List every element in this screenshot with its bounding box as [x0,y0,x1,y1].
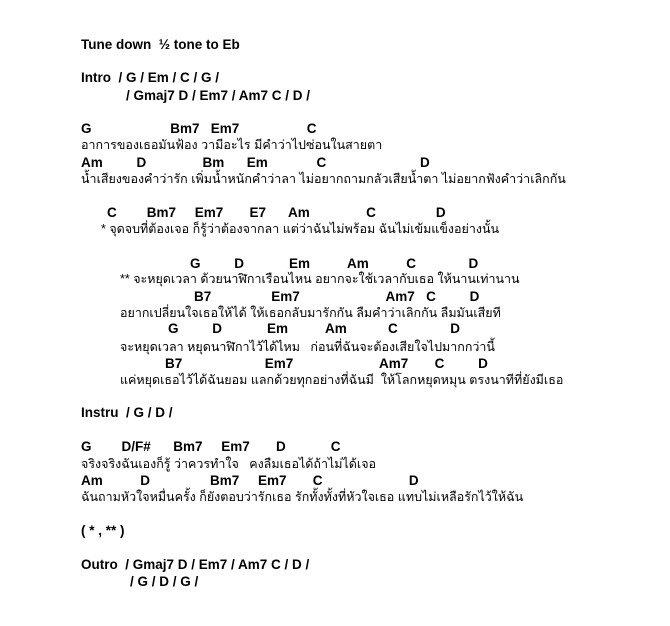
intro-line-2: / Gmaj7 D / Em7 / Am7 C / D / [126,88,311,103]
verse2-chords-2: Am D Bm7 Em7 C D [81,473,419,488]
chorus-chords-3: G D Em Am C D [168,321,461,336]
outro-line-2: / G / D / G / [130,574,199,589]
chorus-lyric-2: อยากเปลี่ยนใจเธอให้ได้ ให้เธอกลับมารักกัน ลืมคำว่าเลิกกัน ลืมมันเสียที [120,306,501,320]
verse1-lyric-1: อาการของเธอมันฟ้อง วามีอะไร มีคำว่าไปซ่อนในสายตา [81,138,383,152]
chorus-chords-4: B7 Em7 Am7 C D [165,356,488,371]
verse1-chords-2: Am D Bm Em C D [81,155,430,170]
verse2-lyric-2: ฉันถามหัวใจหมื่นครั้ง ก็ยังตอบว่ารักเธอ รักทั้งทั้งที่หัวใจเธอ แทบไม่เหลือรักไว้ให้ฉัน [81,490,524,504]
verse1-lyric-2: น้ำเสียงของคำว่ารัก เพิ่มน้ำหนักคำว่าลา ไม่อยากถามกลัวเสียน้ำตา ไม่อยากฟังคำว่าเลิกกัน [81,172,566,186]
intro-line-1: Intro / G / Em / C / G / [81,70,220,85]
outro-line-1: Outro / Gmaj7 D / Em7 / Am7 C / D / [81,557,310,572]
chorus-lyric-1: ** จะหยุดเวลา ด้วยนาฬิกาเรือนไหน อยากจะใช้เวลากับเธอ ให้นานเท่านาน [120,272,520,286]
prechorus-lyric: * จุดจบที่ต้องเจอ ก็รู้ว่าต้องจากลา แต่ว่าฉันไม่พร้อม ฉันไม่เข้มแข็งอย่างนั้น [101,222,500,236]
chorus-lyric-4: แค่หยุดเธอไว้ได้ฉันยอม แลกด้วยทุกอย่างที่ฉันมี ให้โลกหยุดหมุน ตรงนาทีที่ยังมีเธอ [120,373,564,387]
instrumental-line: Instru / G / D / [81,405,173,420]
chorus-chords-2: B7 Em7 Am7 C D [194,289,480,304]
tuning-note: Tune down ½ tone to Eb [81,37,240,52]
chorus-lyric-3: จะหยุดเวลา หยุดนาฬิกาไว้ได้ไหม ก่อนที่ฉันจะต้องเสียใจไปมากกว่านี้ [120,340,495,354]
prechorus-chords: C Bm7 Em7 E7 Am C D [107,205,446,220]
chorus-chords-1: G D Em Am C D [190,256,479,271]
verse1-chords-1: G Bm7 Em7 C [81,121,317,136]
repeat-marker: ( * , ** ) [81,523,125,538]
verse2-lyric-1: จริงจริงฉันเองก็รู้ ว่าควรทำใจ คงลืมเธอได้ถ้าไม่ได้เจอ [81,457,377,471]
verse2-chords-1: G D/F# Bm7 Em7 D C [81,439,341,454]
